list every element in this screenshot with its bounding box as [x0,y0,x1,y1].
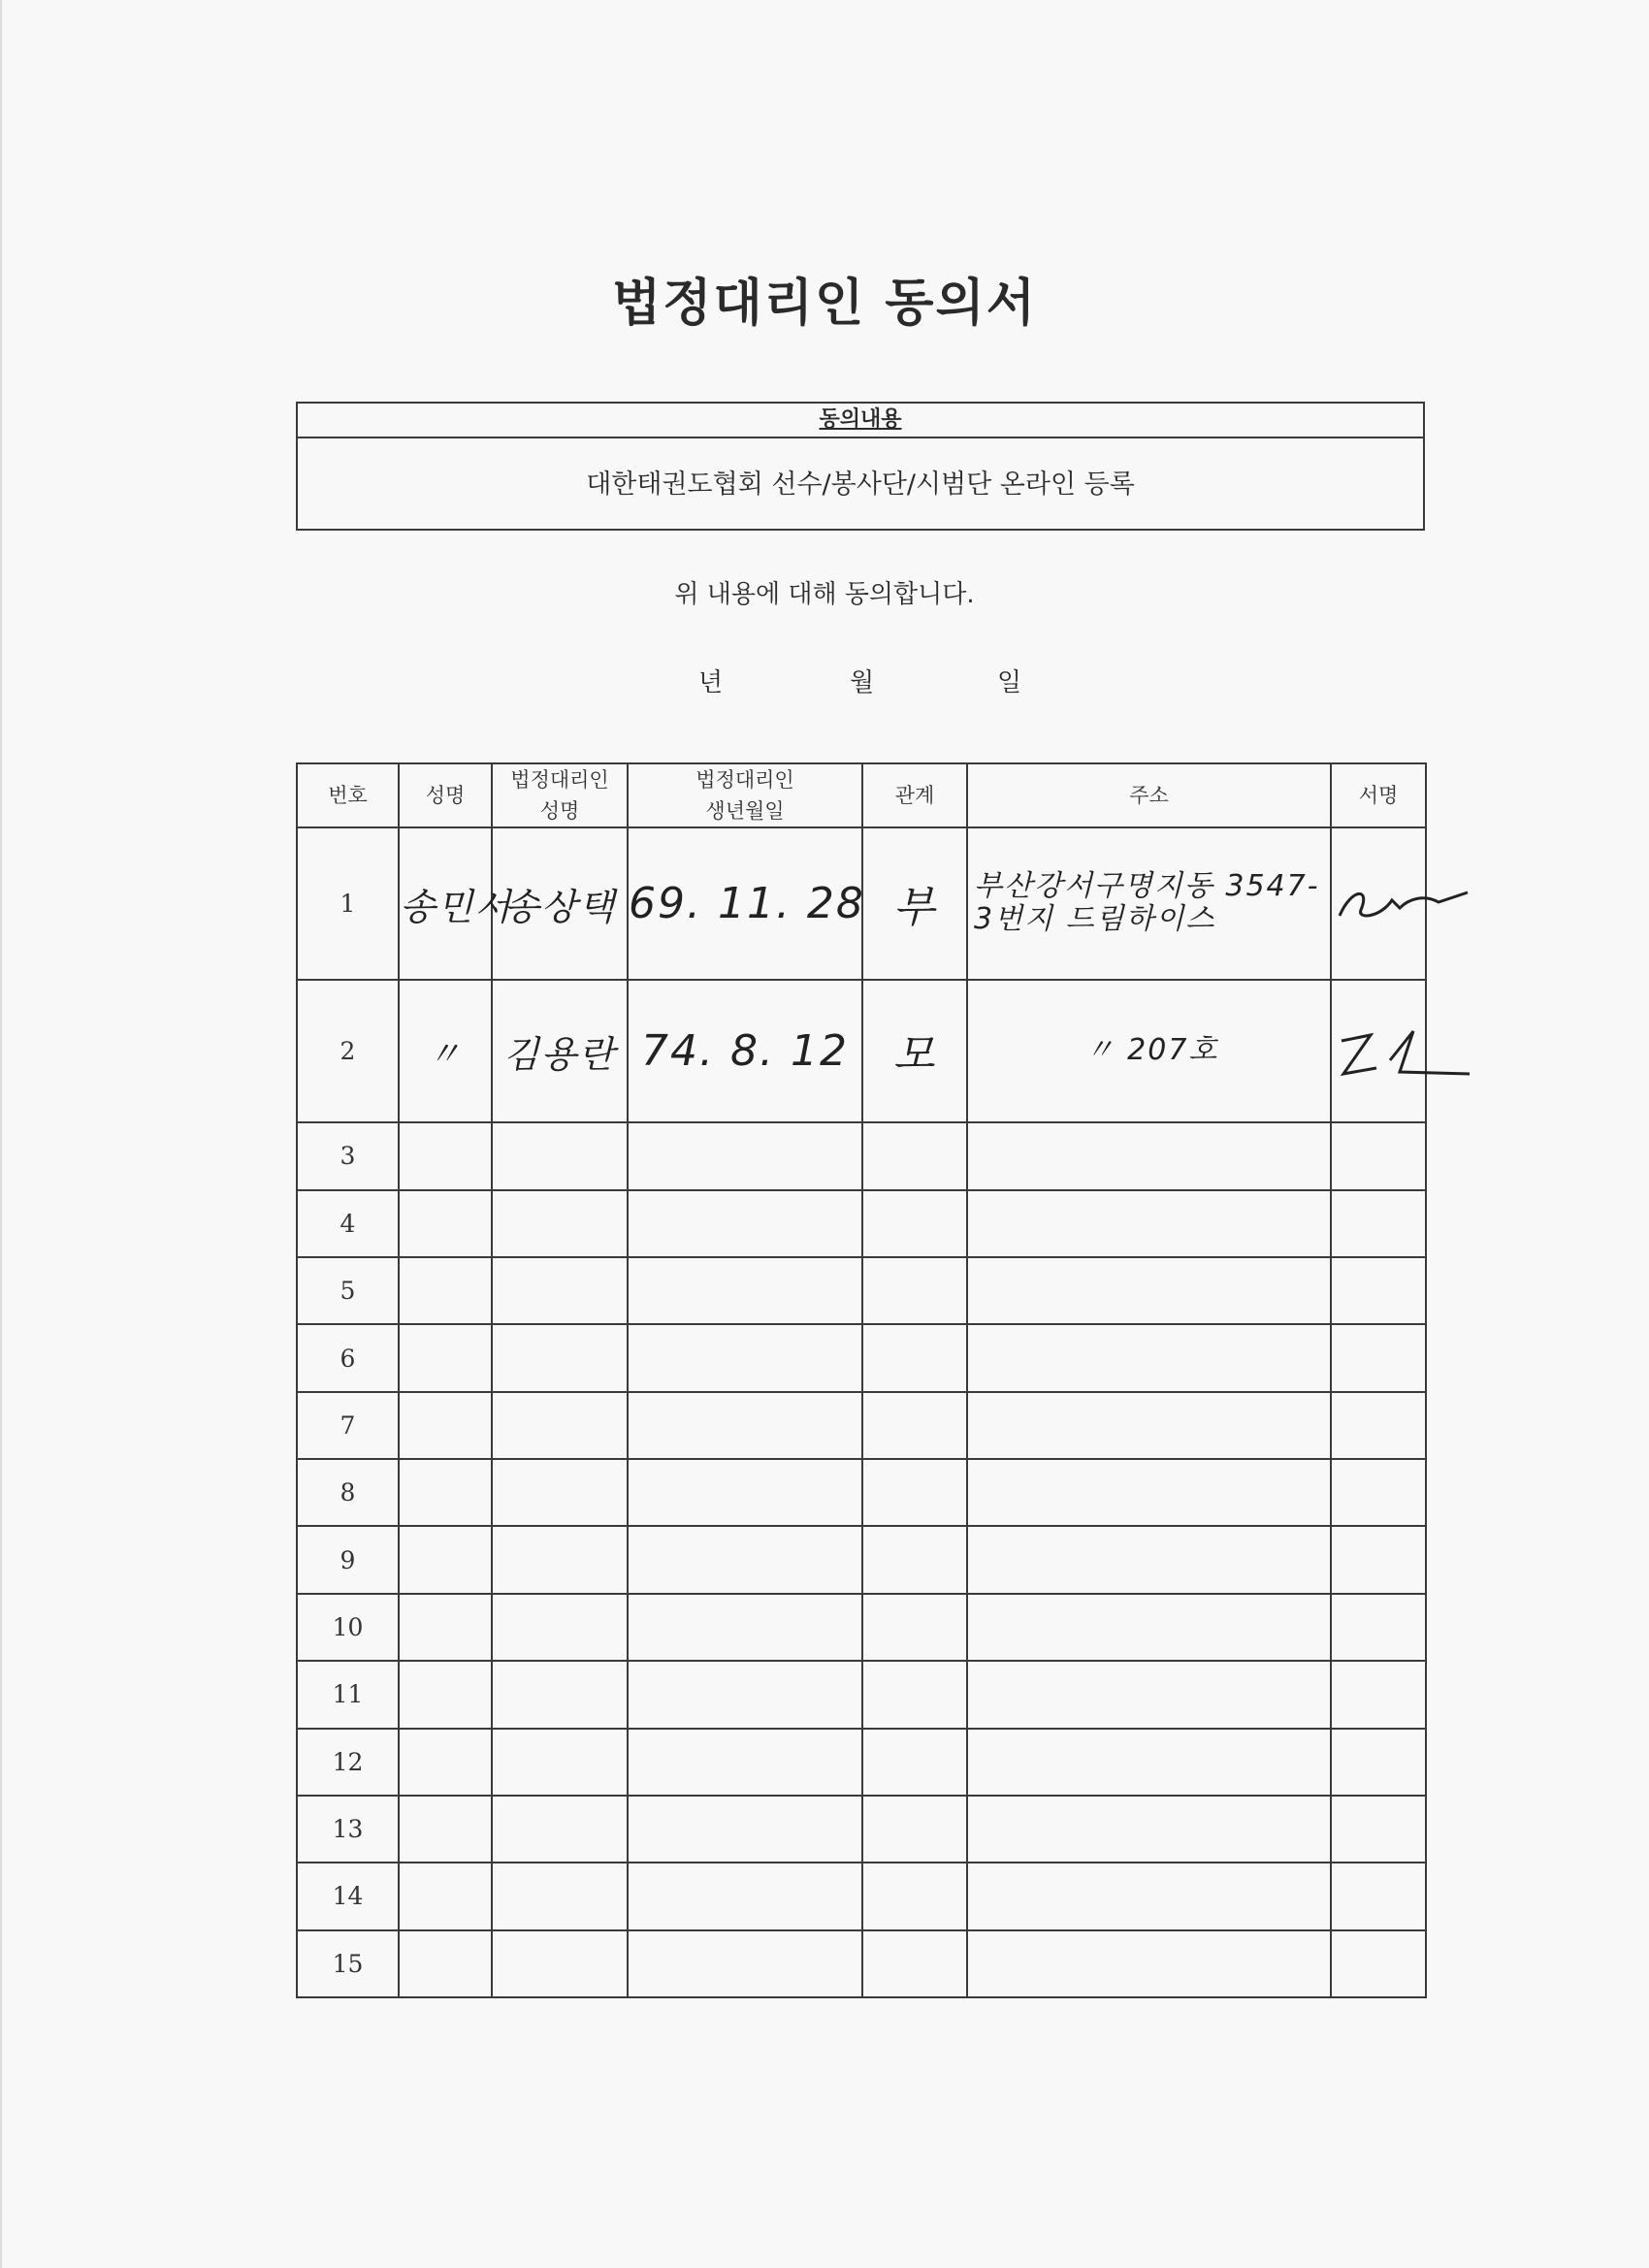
table-row [297,1324,1426,1391]
guardian-birthdate [628,1930,862,1997]
consent-box [296,402,1425,531]
table-row [297,1190,1426,1257]
table-row [297,1594,1426,1661]
address [967,1863,1331,1929]
guardian-name [492,1257,628,1324]
address [967,1594,1331,1661]
scan-edge [0,0,2,2268]
table-row [297,1863,1426,1929]
address [967,1459,1331,1526]
participant-name: 〃 [399,980,492,1123]
consent-body: 대한태권도협회 선수/봉사단/시범단 온라인 등록 [586,470,1135,500]
participant-name [399,1863,492,1929]
relation [862,1729,967,1796]
row-number: 11 [297,1661,399,1728]
signature-cell [1331,1257,1426,1324]
relation: 부 [862,827,967,980]
guardian-roster-table [296,762,1427,1998]
address [967,1526,1331,1593]
address [967,1661,1331,1728]
address: 〃 207호 [967,980,1331,1123]
relation [862,1930,967,1997]
table-row [297,1661,1426,1728]
participant-name [399,1257,492,1324]
guardian-name: 송상택 [492,827,628,980]
address [967,1796,1331,1863]
relation: 모 [862,980,967,1123]
date-year-label: 년 [698,668,724,697]
document-title: 법정대리인 동의서 [612,275,1037,333]
address: 부산강서구명지동 3547-3번지 드림하이스 [967,827,1331,980]
row-number: 5 [297,1257,399,1324]
guardian-birthdate [628,1392,862,1459]
participant-name [399,1122,492,1189]
row-number: 15 [297,1930,399,1997]
guardian-birthdate: 74. 8. 12 [628,980,862,1123]
participant-name [399,1392,492,1459]
header-address: 주소 [967,763,1331,827]
row-number: 1 [297,827,399,980]
row-number: 9 [297,1526,399,1593]
guardian-name [492,1863,628,1929]
consent-header: 동의내용 [298,404,1423,438]
relation [862,1324,967,1391]
participant-name [399,1190,492,1257]
guardian-birthdate [628,1459,862,1526]
relation [862,1594,967,1661]
relation [862,1863,967,1929]
signature-cell [1331,1930,1426,1997]
participant-name [399,1661,492,1728]
guardian-birthdate [628,1526,862,1593]
signature-cell [1331,1729,1426,1796]
guardian-name [492,1324,628,1391]
header-guardian-birth: 법정대리인 생년월일 [628,763,862,827]
address [967,1257,1331,1324]
signature-cell [1331,1863,1426,1929]
row-number: 10 [297,1594,399,1661]
guardian-birthdate: 69. 11. 28 [628,827,862,980]
signature-cell [1331,827,1426,980]
table-row [297,1257,1426,1324]
relation [862,1190,967,1257]
table-row [297,1459,1426,1526]
table-row [297,1526,1426,1593]
relation [862,1459,967,1526]
signature-cell [1331,1796,1426,1863]
guardian-name [492,1661,628,1728]
table-row [297,1392,1426,1459]
signature-cell [1331,1190,1426,1257]
signature-cell [1331,1122,1426,1189]
row-number: 8 [297,1459,399,1526]
date-month-label: 월 [850,668,875,697]
address [967,1930,1331,1997]
guardian-name [492,1392,628,1459]
guardian-name [492,1729,628,1796]
signature-cell [1331,1526,1426,1593]
signature-cell [1331,1594,1426,1661]
relation [862,1392,967,1459]
row-number: 6 [297,1324,399,1391]
table-row [297,1930,1426,1997]
relation [862,1526,967,1593]
signature-cell [1331,1661,1426,1728]
guardian-name [492,1459,628,1526]
row-number: 4 [297,1190,399,1257]
relation [862,1661,967,1728]
row-number: 7 [297,1392,399,1459]
address [967,1324,1331,1391]
row-number: 2 [297,980,399,1123]
signature-cell [1331,980,1426,1123]
header-relation: 관계 [862,763,967,827]
participant-name [399,1796,492,1863]
row-number: 12 [297,1729,399,1796]
guardian-name [492,1594,628,1661]
header-no: 번호 [297,763,399,827]
table-row [297,1122,1426,1189]
guardian-birthdate [628,1257,862,1324]
guardian-name [492,1190,628,1257]
guardian-birthdate [628,1122,862,1189]
row-number: 3 [297,1122,399,1189]
guardian-name [492,1122,628,1189]
table-row [297,827,1426,980]
guardian-birthdate [628,1661,862,1728]
guardian-birthdate [628,1796,862,1863]
relation [862,1796,967,1863]
guardian-name: 김용란 [492,980,628,1123]
guardian-birthdate [628,1729,862,1796]
table-row [297,980,1426,1123]
guardian-name [492,1526,628,1593]
participant-name [399,1459,492,1526]
table-row [297,1729,1426,1796]
handwritten-signature [1332,1021,1477,1080]
participant-name: 송민서 [399,827,492,980]
guardian-name [492,1930,628,1997]
date-day-label: 일 [997,668,1022,697]
row-number: 14 [297,1863,399,1929]
address [967,1392,1331,1459]
guardian-name [492,1796,628,1863]
participant-name [399,1594,492,1661]
handwritten-signature [1332,879,1477,927]
signature-cell [1331,1459,1426,1526]
guardian-birthdate [628,1190,862,1257]
signature-cell [1331,1324,1426,1391]
header-name: 성명 [399,763,492,827]
participant-name [399,1324,492,1391]
address [967,1190,1331,1257]
table-row [297,1796,1426,1863]
signature-cell [1331,1392,1426,1459]
address [967,1122,1331,1189]
participant-name [399,1729,492,1796]
table-header-row [297,763,1426,827]
header-guardian-name: 법정대리인 성명 [492,763,628,827]
participant-name [399,1930,492,1997]
relation [862,1257,967,1324]
participant-name [399,1526,492,1593]
header-signature: 서명 [1331,763,1426,827]
guardian-birthdate [628,1863,862,1929]
relation [862,1122,967,1189]
row-number: 13 [297,1796,399,1863]
agreement-statement: 위 내용에 대해 동의합니다. [674,580,975,609]
address [967,1729,1331,1796]
guardian-birthdate [628,1594,862,1661]
guardian-birthdate [628,1324,862,1391]
